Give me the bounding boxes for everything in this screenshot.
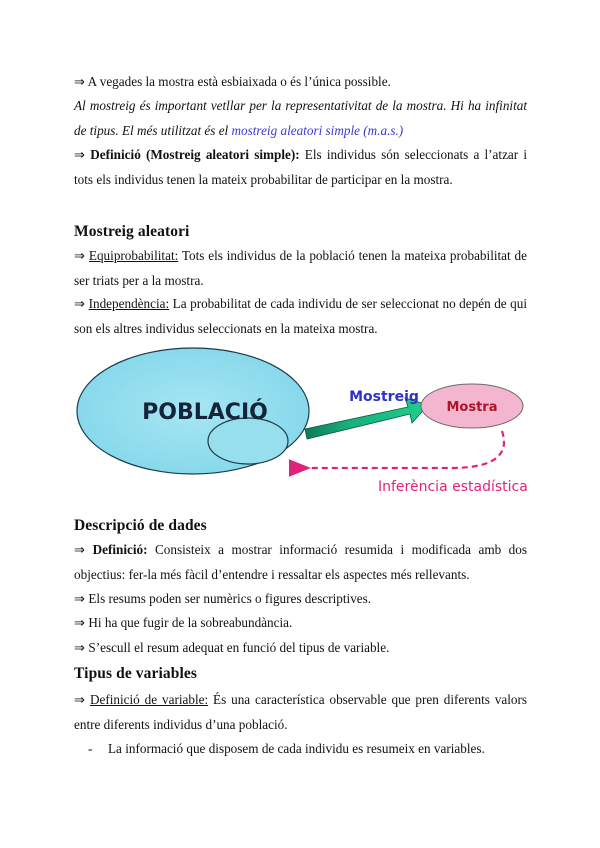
text-independencia: La probabilitat de cada individu de ser seleccionat no depén de qui son els altres individus seleccionats en la mateixa mostra. (74, 296, 528, 336)
text-dash-item: La informació que disposem de cada individu es resumeix en variables. (108, 741, 485, 756)
implies-arrow-icon: ⇒ (74, 615, 86, 630)
implies-arrow-icon: ⇒ (74, 591, 86, 606)
paragraph-equiprobabilitat (74, 244, 527, 293)
text-biased-sample: A vegades la mostra està esbiaixada o és l’única possible. (85, 74, 391, 89)
paragraph-definition-mas (74, 143, 527, 192)
paragraph-representativity (74, 94, 527, 143)
text-definition-descripcio: Consisteix a mostrar informació resumida i modificada amb dos objectius: fer-la més fàcil d’entendre i ressaltar els aspectes més rellevants. (74, 542, 527, 582)
paragraph-biased-sample (74, 70, 527, 95)
paragraph-resum-adequat (74, 636, 527, 661)
heading-tipus-variables: Tipus de variables (74, 665, 197, 682)
implies-arrow-icon: ⇒ (74, 147, 86, 162)
text-equiprobabilitat: Tots els individus de la població tenen la mateixa probabilitat de ser triats per a la mostra. (74, 248, 527, 288)
text-definition-mas: Els individus són seleccionats a l’atzar i tots els individus tenen la mateix probabilitar de participar en la mostra. (74, 147, 527, 187)
paragraph-sobreabundancia (74, 611, 527, 636)
text-representativity: Al mostreig és important vetllar per la representativitat de la mostra. Hi ha infinitat de tipus. El més utilitzat és el (74, 98, 527, 138)
label-poblacio: POBLACIÓ (142, 400, 268, 425)
heading-descripcio-dades: Descripció de dades (74, 517, 207, 534)
paragraph-definition-variable (74, 688, 527, 737)
implies-arrow-icon: ⇒ (74, 248, 86, 263)
label-definition-mas: Definició (Mostreig aleatori simple): (90, 147, 300, 162)
paragraph-independencia (74, 292, 527, 341)
label-mostra: Mostra (446, 400, 498, 415)
label-equiprobabilitat: Equiprobabilitat: (88, 248, 179, 263)
implies-arrow-icon: ⇒ (74, 74, 86, 89)
text-resum-adequat: S’escull el resum adequat en funció del tipus de variable. (85, 640, 390, 655)
text-sobreabundancia: Hi ha que fugir de la sobreabundància. (85, 615, 293, 630)
text-definition-variable: És una característica observable que pren diferents valors entre diferents individus d’una població. (74, 692, 528, 732)
paragraph-definition-descripcio (74, 538, 527, 587)
label-inferencia: Inferència estadística (378, 479, 528, 495)
implies-arrow-icon: ⇒ (74, 296, 86, 311)
sampling-diagram-svg (74, 345, 530, 507)
sampling-diagram (74, 345, 530, 507)
dash-bullet: - (88, 741, 93, 756)
text-mas-highlight: mostreig aleatori simple (m.a.s.) (231, 122, 404, 138)
heading-mostreig-aleatori: Mostreig aleatori (74, 223, 190, 240)
label-definition-variable: Definició de variable: (89, 692, 209, 707)
label-independencia: Independència: (88, 296, 170, 311)
implies-arrow-icon: ⇒ (74, 640, 86, 655)
implies-arrow-icon: ⇒ (74, 542, 86, 557)
label-definition-descripcio: Definició: (92, 542, 148, 557)
inference-dashed-arrow (300, 431, 504, 468)
implies-arrow-icon: ⇒ (74, 692, 86, 707)
label-mostreig: Mostreig (349, 389, 419, 405)
paragraph-resums (74, 587, 527, 612)
text-resums: Els resums poden ser numèrics o figures descriptives. (85, 591, 372, 606)
